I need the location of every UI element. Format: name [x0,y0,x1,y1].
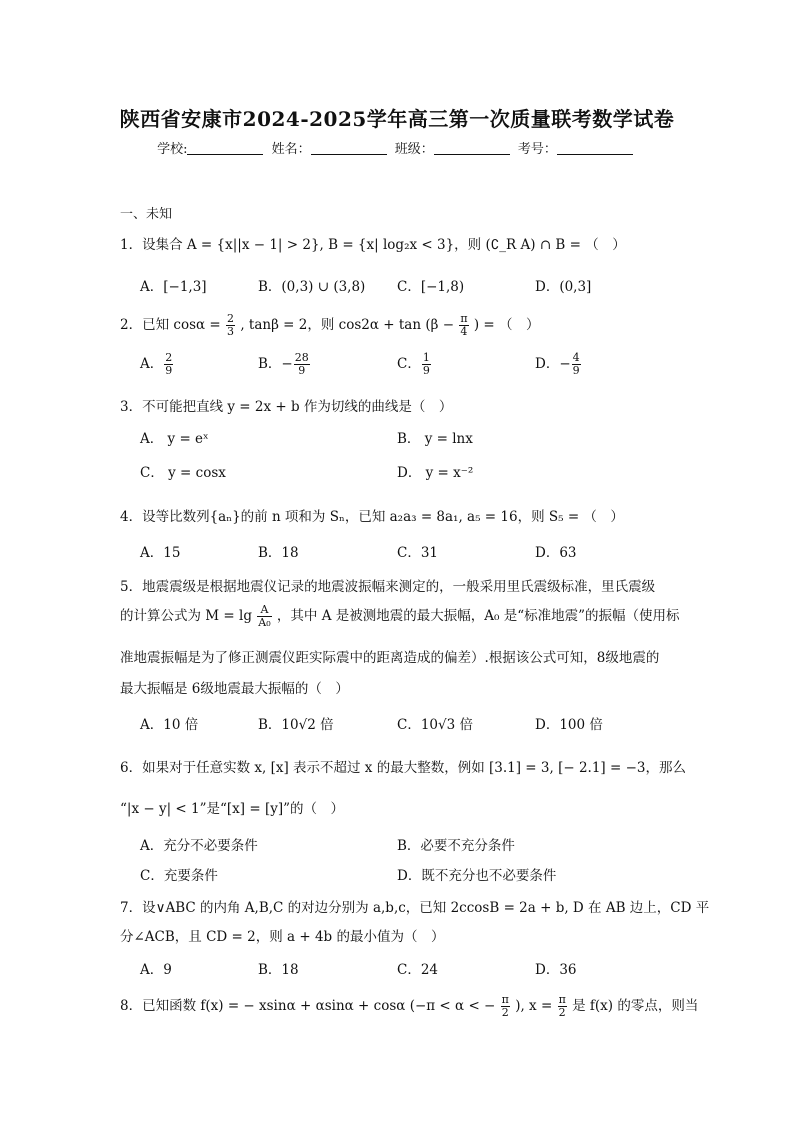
q1-option-d[interactable]: D．(0,3] [535,279,592,295]
q2-d-den: 9 [572,364,580,378]
question-5-line-2 [120,604,680,629]
q3-option-d[interactable]: D． y = x⁻² [397,465,474,481]
q2-option-c[interactable] [397,352,432,377]
q7-option-b[interactable]: B．18 [258,962,299,978]
q2-a-num: 2 [165,351,173,364]
q8-fraction-2 [558,994,567,1019]
exam-title: 陕西省安康市2024-2025学年高三第一次质量联考数学试卷 [119,107,675,131]
question-6-line-1: 6．如果对于任意实数 x, [x] 表示不超过 x 的最大整数，例如 [3.1] = 3, [− 2.1] = −3，那么 [120,760,686,776]
question-7-line-2: 分∠ACB，且 CD = 2，则 a + 4b 的最小值为（ ） [120,929,445,945]
question-5-line-3: 准地震振幅是为了修正测震仪距实际震中的距离造成的偏差）.根据该公式可知，8级地震的 [120,650,660,666]
q2-mid: , tanβ = 2，则 cos2α + tan [240,317,422,334]
q2-d-frac [572,352,581,377]
q3-option-b[interactable]: B． y = lnx [397,431,473,447]
q4-option-b[interactable]: B．18 [258,545,299,561]
q6-option-b[interactable]: B．必要不充分条件 [397,838,515,854]
q2-b-frac [294,352,310,377]
q1-option-b[interactable]: B．(0,3) ∪ (3,8) [258,279,366,295]
q2-prefix: 2．已知 cosα = [120,317,221,334]
q2-option-a[interactable] [140,352,174,377]
q2-a-den: 9 [165,364,173,378]
question-3: 3．不可能把直线 y = 2x + b 作为切线的曲线是（ ） [120,399,453,415]
q2-fraction-1 [226,313,235,338]
student-info-line [0,138,794,157]
school-blank[interactable] [187,142,263,155]
q8-pre: 8．已知函数 f(x) = − xsinα + αsinα + cosα [120,998,406,1015]
question-7-line-1: 7．设∨ABC 的内角 A,B,C 的对边分别为 a,b,c，已知 2ccosB = 2a + b, D 在 AB 边上，CD 平 [120,900,710,916]
q2-frac2-num: π [460,312,468,325]
q2-a-label: A． [140,356,164,373]
q8-frac2-num: π [558,993,566,1006]
q5-line2-post: ，其中 A 是被测地震的最大振幅，A₀ 是“标准地震”的振幅（使用标 [276,608,680,625]
q6-option-a[interactable]: A．充分不必要条件 [140,838,258,854]
q5-option-d[interactable]: D．100 倍 [535,717,603,733]
q2-b-den: 9 [298,364,306,378]
q1-option-c[interactable]: C．[−1,8) [397,279,465,295]
q5-fraction [257,604,271,629]
class-label: 班级： [394,142,434,157]
q2-frac1-num: 2 [227,312,235,325]
class-blank[interactable] [434,142,510,155]
q2-frac2-den: 4 [460,325,468,339]
q8-frac1-den: 2 [501,1006,509,1020]
q4-option-d[interactable]: D．63 [535,545,577,561]
q4-option-c[interactable]: C．31 [397,545,439,561]
q5-option-c[interactable]: C．10√3 倍 [397,717,473,733]
q1-option-a[interactable]: A．[−1,3] [140,279,207,295]
q7-option-c[interactable]: C．24 [397,962,439,978]
q5-line2-pre: 的计算公式为 M = lg [120,608,252,625]
question-5-line-1: 5．地震震级是根据地震仪记录的地震波振幅来测定的，一般采用里氏震级标准，里氏震级 [120,579,656,595]
q2-paren-left: (β − [425,317,455,334]
q5-frac-den: A₀ [258,616,271,630]
section-heading: 一、未知 [120,207,173,222]
q2-fraction-2 [459,313,468,338]
q7-option-a[interactable]: A．9 [140,962,172,978]
q3-option-c[interactable]: C． y = cosx [140,465,226,481]
q8-frac2-den: 2 [558,1006,566,1020]
exam-no-blank[interactable] [557,142,633,155]
question-5-line-4: 最大振幅是 6级地震最大振幅的（ ） [120,681,349,697]
q3-option-a[interactable]: A． y = eˣ [140,431,209,447]
q2-c-den: 9 [422,364,430,378]
question-2 [120,313,540,338]
exam-no-label: 考号： [517,142,557,157]
q2-option-b[interactable] [258,352,311,377]
q2-a-frac [164,352,173,377]
q2-d-num: 4 [572,351,580,364]
q6-option-c[interactable]: C．充要条件 [140,868,218,884]
q2-suffix: ) = （ ） [473,317,540,334]
q2-d-label: D．− [535,356,571,373]
q4-option-a[interactable]: A．15 [140,545,181,561]
q2-b-label: B．− [258,356,293,373]
q5-option-a[interactable]: A．10 倍 [140,717,199,733]
q5-frac-num: A [257,604,271,617]
q8-paren-pre: (−π < α < − [409,998,496,1015]
q8-post: 是 f(x) 的零点，则当 [572,998,699,1015]
q2-c-label: C． [397,356,421,373]
q7-option-d[interactable]: D．36 [535,962,577,978]
q8-fraction-1 [501,994,510,1019]
q6-option-d[interactable]: D．既不充分也不必要条件 [397,868,557,884]
q2-frac1-den: 3 [227,325,235,339]
q8-frac1-num: π [501,993,509,1006]
q8-paren-post: ), x = [515,998,553,1015]
question-4: 4．设等比数列{aₙ}的前 n 项和为 Sₙ，已知 a₂a₃ = 8a₁, a₅ = 16，则 S₅ = （ ） [120,509,624,525]
question-8 [120,994,698,1019]
q2-c-frac [422,352,431,377]
name-label: 姓名： [271,142,311,157]
school-label: 学校: [157,142,188,157]
name-blank[interactable] [311,142,387,155]
question-1: 1．设集合 A = {x||x − 1| > 2}, B = {x| log₂x < 3}，则 (∁_R A) ∩ B = （ ） [120,237,626,253]
q5-option-b[interactable]: B．10√2 倍 [258,717,334,733]
q2-c-num: 1 [422,351,430,364]
q2-option-d[interactable] [535,352,582,377]
q2-b-num: 28 [294,351,309,364]
question-6-line-2: “|x − y| < 1”是“[x] = [y]”的（ ） [120,801,345,817]
